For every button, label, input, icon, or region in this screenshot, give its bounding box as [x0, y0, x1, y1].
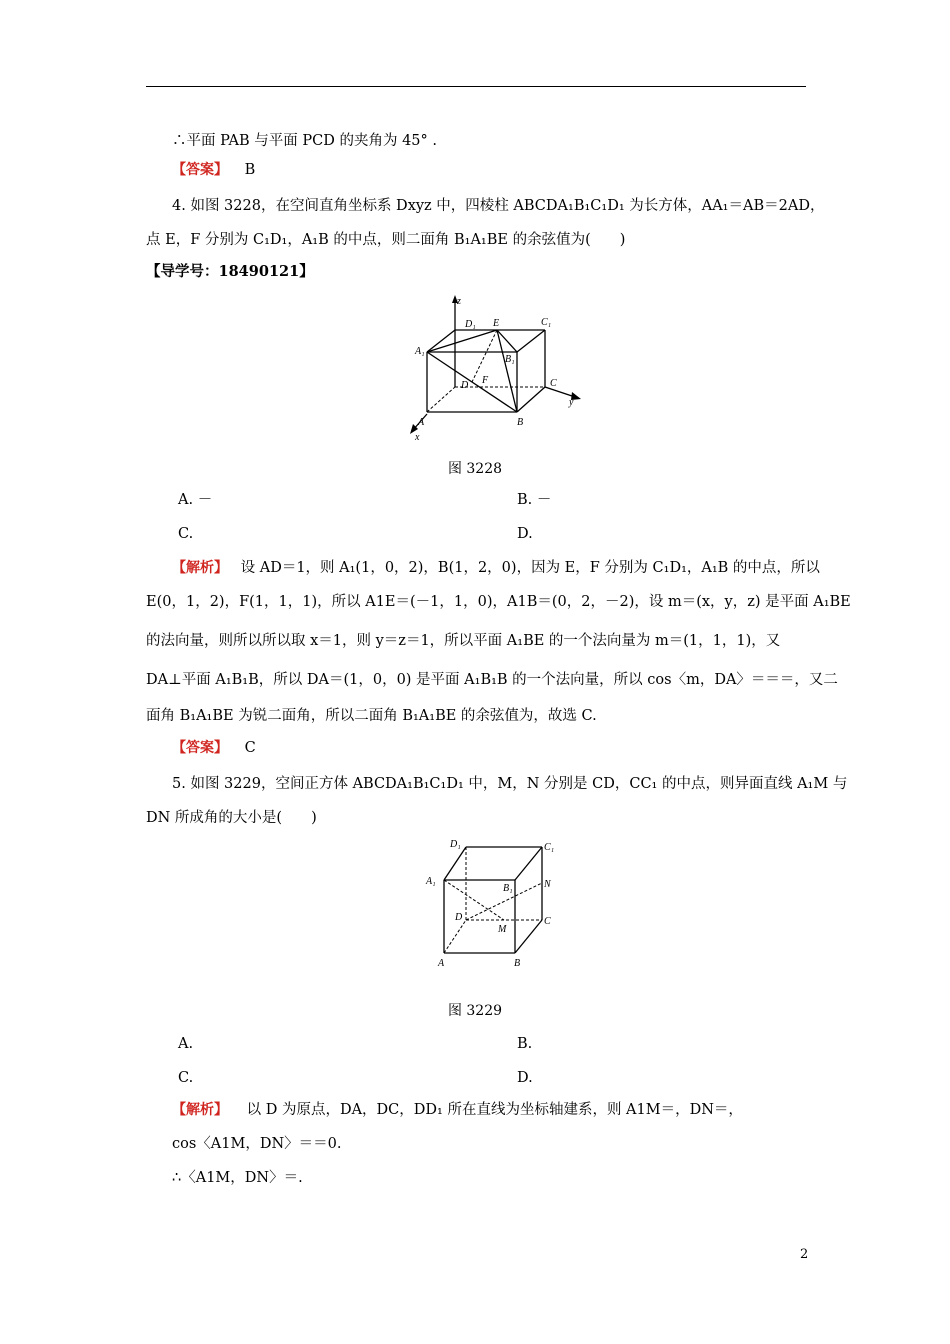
label-z: z [457, 296, 461, 307]
option-b-q4: B. － [517, 492, 552, 508]
label-C: C [544, 916, 551, 927]
label-D: D [455, 912, 463, 923]
label-D1: D₁ [450, 839, 461, 850]
label-C: C [550, 378, 557, 389]
label-C1: C₁ [544, 842, 555, 853]
label-x: x [415, 432, 420, 442]
label-A: A [438, 958, 445, 969]
question-5-line-1: 5. 如图 3229，空间正方体 ABCDA₁B₁C₁D₁ 中，M，N 分别是 CD，CC₁ 的中点，则异面直线 A₁M 与 [172, 776, 848, 792]
answer-value: C [244, 740, 256, 756]
solution-4-line-4: DA⊥平面 A₁B₁B，所以 DA＝(1，0，0) 是平面 A₁B₁B 的一个法向量，所以 cos〈m，DA〉＝＝＝，又二 [146, 672, 838, 688]
option-a-q4: A. － [178, 492, 213, 508]
solution-tag: 【解析】 [172, 1102, 228, 1118]
text-line-1: ∴平面 PAB 与平面 PCD 的夹角为 45° . [172, 133, 437, 149]
header-rule [146, 86, 806, 87]
solution-text: 设 AD＝1，则 A₁(1，0，2)，B(1，2，0)，因为 E，F 分别为 C₁D₁，A₁B 的中点，所以 [240, 560, 820, 576]
label-A: A [418, 417, 425, 428]
figure-3229 [420, 835, 560, 970]
label-C1: C₁ [541, 317, 552, 328]
answer-line-2 [172, 738, 256, 758]
figure-3228-caption: 图 3228 [447, 461, 503, 477]
answer-value: B [244, 162, 256, 178]
label-B: B [514, 958, 521, 969]
solution-4-line-1 [172, 558, 820, 578]
solution-5-line-2: cos〈A1M，DN〉＝＝0. [172, 1136, 342, 1152]
option-d-q5: D. [517, 1070, 533, 1086]
answer-tag: 【答案】 [172, 740, 228, 756]
guide-number: 【导学号：18490121】 [146, 263, 314, 280]
figure-3228 [405, 292, 590, 442]
solution-4-line-3: 的法向量，则所以所以取 x＝1，则 y＝z＝1，所以平面 A₁BE 的一个法向量为 m＝(1，1，1)，又 [146, 633, 781, 649]
solution-tag: 【解析】 [172, 560, 228, 576]
solution-5-line-3: ∴〈A1M，DN〉＝. [172, 1170, 303, 1186]
question-4-line-2: 点 E，F 分别为 C₁D₁，A₁B 的中点，则二面角 B₁A₁BE 的余弦值为( ) [146, 232, 626, 248]
label-B1: B₁ [503, 883, 513, 894]
label-M: M [498, 924, 507, 935]
solution-4-line-2: E(0，1，2)，F(1，1，1)，所以 A1E＝(－1，1，0)，A1B＝(0，2，－2)，设 m＝(x，y，z) 是平面 A₁BE [146, 594, 851, 610]
page-number: 2 [800, 1247, 809, 1262]
label-D: D [461, 380, 469, 391]
label-A1: A₁ [426, 876, 436, 887]
solution-4-line-5: 面角 B₁A₁BE 为锐二面角，所以二面角 B₁A₁BE 的余弦值为，故选 C. [146, 708, 597, 724]
label-F: F [482, 375, 489, 386]
label-D1: D₁ [465, 319, 476, 330]
option-d-q4: D. [517, 526, 533, 542]
answer-tag: 【答案】 [172, 162, 228, 178]
figure-3229-caption: 图 3229 [447, 1003, 503, 1019]
question-5-line-2: DN 所成角的大小是( ) [146, 810, 317, 826]
label-E: E [493, 318, 500, 329]
solution-5-line-1 [172, 1100, 743, 1120]
label-B1: B₁ [505, 354, 515, 365]
answer-line-1 [172, 160, 255, 180]
label-A1: A₁ [415, 346, 425, 357]
label-N: N [544, 879, 551, 890]
solution-text: 以 D 为原点，DA，DC，DD₁ 所在直线为坐标轴建系，则 A1M＝，DN＝， [246, 1102, 743, 1118]
label-y: y [569, 397, 574, 408]
option-a-q5: A. [178, 1036, 194, 1052]
label-B: B [517, 417, 524, 428]
option-c-q5: C. [178, 1070, 194, 1086]
question-4-line-1: 4. 如图 3228，在空间直角坐标系 Dxyz 中，四棱柱 ABCDA₁B₁C₁D₁ 为长方体，AA₁＝AB＝2AD， [172, 198, 825, 214]
option-b-q5: B. [517, 1036, 533, 1052]
option-c-q4: C. [178, 526, 194, 542]
